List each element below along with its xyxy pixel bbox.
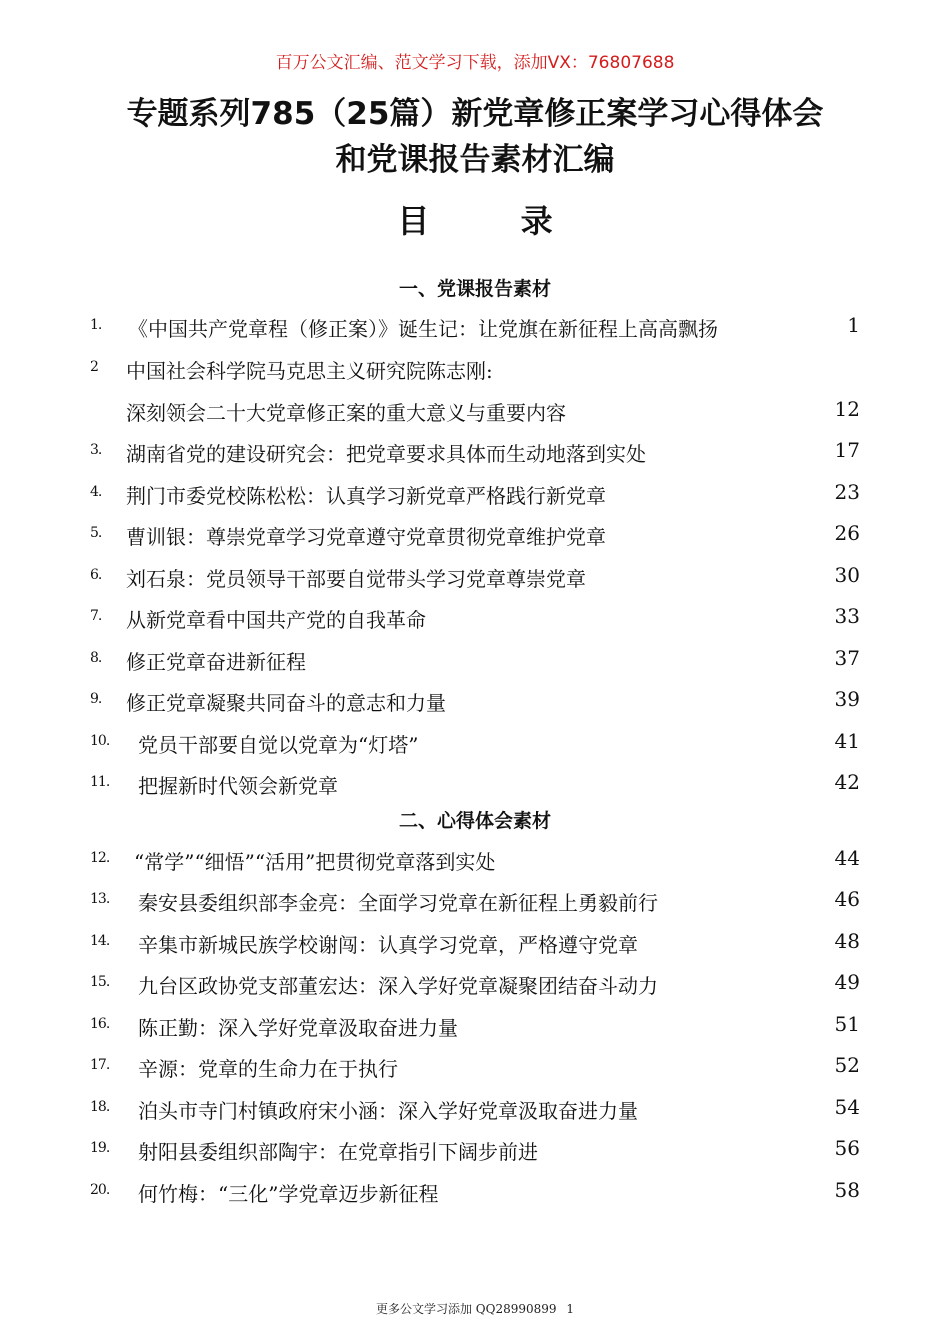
entry-title: 修正党章奋进新征程	[126, 650, 306, 674]
toc-entry-18[interactable]	[0, 1095, 950, 1127]
entry-page: 26	[834, 521, 860, 545]
toc-entry-17[interactable]	[0, 1053, 950, 1085]
toc-entry-7[interactable]	[0, 604, 950, 636]
entry-page: 12	[834, 397, 860, 421]
section-heading-1: 一、党课报告素材	[398, 278, 551, 300]
entry-page: 49	[834, 970, 860, 994]
footer-page-number: 1	[566, 1302, 575, 1316]
entry-title: 湖南省党的建设研究会：把党章要求具体而生动地落到实处	[126, 442, 646, 466]
toc-entry-6[interactable]	[0, 563, 950, 595]
entry-page: 23	[834, 480, 860, 504]
entry-title: 把握新时代领会新党章	[138, 774, 338, 798]
entry-page: 54	[834, 1095, 860, 1119]
entry-title: 荆门市委党校陈松松：认真学习新党章严格践行新党章	[126, 484, 606, 508]
toc-entry-19[interactable]	[0, 1136, 950, 1168]
entry-number: 16.	[90, 1016, 110, 1032]
entry-page: 39	[834, 687, 860, 711]
entry-page: 33	[834, 604, 860, 628]
entry-number: 15.	[90, 974, 110, 990]
promo-banner: 百万公文汇编、范文学习下载，添加VX：76807688	[275, 53, 675, 73]
entry-page: 46	[834, 887, 860, 911]
toc-entry-4[interactable]	[0, 480, 950, 512]
entry-title: 深刻领会二十大党章修正案的重大意义与重要内容	[126, 401, 566, 425]
toc-entry-3[interactable]	[0, 438, 950, 470]
entry-title: 中国社会科学院马克思主义研究院陈志刚:	[126, 359, 493, 383]
entry-number: 5.	[90, 525, 102, 541]
entry-number: 2	[90, 359, 98, 375]
entry-page: 48	[834, 929, 860, 953]
entry-number: 11.	[90, 774, 110, 790]
entry-title: 修正党章凝聚共同奋斗的意志和力量	[126, 691, 446, 715]
entry-title: 曹训银：尊崇党章学习党章遵守党章贯彻党章维护党章	[126, 525, 606, 549]
document-title-line1: 专题系列785（25篇）新党章修正案学习心得体会	[126, 96, 824, 132]
toc-entry-16[interactable]	[0, 1012, 950, 1044]
entry-number: 3.	[90, 442, 102, 458]
entry-number: 4.	[90, 484, 102, 500]
entry-title: 《中国共产党章程（修正案）》诞生记：让党旗在新征程上高高飘扬	[128, 317, 718, 341]
entry-title: 党员干部要自觉以党章为“灯塔”	[138, 733, 419, 757]
entry-number: 18.	[90, 1099, 110, 1115]
document-title-line2: 和党课报告素材汇编	[335, 142, 615, 178]
entry-page: 58	[834, 1178, 860, 1202]
page-footer	[0, 1300, 950, 1317]
entry-number: 1.	[90, 317, 102, 333]
toc-heading: 目 录	[397, 202, 593, 240]
entry-title: 刘石泉：党员领导干部要自觉带头学习党章尊崇党章	[126, 567, 586, 591]
entry-number: 17.	[90, 1057, 110, 1073]
toc-entry-2[interactable]	[0, 355, 950, 387]
entry-title: 辛集市新城民族学校谢闯：认真学习党章，严格遵守党章	[138, 933, 638, 957]
entry-page: 30	[834, 563, 860, 587]
toc-entry-8[interactable]	[0, 646, 950, 678]
toc-entry-11[interactable]	[0, 770, 950, 802]
entry-number: 14.	[90, 933, 110, 949]
entry-number: 7.	[90, 608, 102, 624]
entry-title: “常学”“细悟”“活用”把贯彻党章落到实处	[134, 850, 496, 874]
entry-number: 19.	[90, 1140, 110, 1156]
entry-page: 52	[834, 1053, 860, 1077]
section-heading-2: 二、心得体会素材	[398, 810, 551, 832]
entry-title: 陈正勤：深入学好党章汲取奋进力量	[138, 1016, 458, 1040]
toc-entry-1[interactable]	[0, 313, 950, 345]
entry-number: 8.	[90, 650, 102, 666]
entry-number: 13.	[90, 891, 110, 907]
toc-entry-14[interactable]	[0, 929, 950, 961]
entry-page: 17	[834, 438, 860, 462]
toc-entry-20[interactable]	[0, 1178, 950, 1210]
entry-title: 辛源：党章的生命力在于执行	[138, 1057, 398, 1081]
toc-entry-2-continued[interactable]	[0, 397, 950, 429]
entry-title: 从新党章看中国共产党的自我革命	[126, 608, 426, 632]
toc-entry-15[interactable]	[0, 970, 950, 1002]
entry-page: 41	[834, 729, 860, 753]
entry-page: 37	[834, 646, 860, 670]
entry-page: 1	[847, 313, 860, 337]
toc-entry-10[interactable]	[0, 729, 950, 761]
entry-page: 51	[834, 1012, 860, 1036]
entry-title: 秦安县委组织部李金亮：全面学习党章在新征程上勇毅前行	[138, 891, 658, 915]
toc-entry-12[interactable]	[0, 846, 950, 878]
entry-number: 6.	[90, 567, 102, 583]
entry-number: 9.	[90, 691, 102, 707]
entry-title: 九台区政协党支部董宏达：深入学好党章凝聚团结奋斗动力	[138, 974, 658, 998]
toc-entry-13[interactable]	[0, 887, 950, 919]
entry-number: 10.	[90, 733, 110, 749]
entry-title: 射阳县委组织部陶宇：在党章指引下阔步前进	[138, 1140, 538, 1164]
toc-entry-5[interactable]	[0, 521, 950, 553]
footer-text: 更多公文学习添加 QQ28990899	[375, 1302, 557, 1316]
entry-page: 56	[834, 1136, 860, 1160]
entry-page: 42	[834, 770, 860, 794]
toc-entry-9[interactable]	[0, 687, 950, 719]
entry-number: 12.	[90, 850, 110, 866]
entry-number: 20.	[90, 1182, 110, 1198]
entry-title: 泊头市寺门村镇政府宋小涵：深入学好党章汲取奋进力量	[138, 1099, 638, 1123]
entry-page: 44	[834, 846, 860, 870]
entry-title: 何竹梅：“三化”学党章迈步新征程	[138, 1182, 439, 1206]
